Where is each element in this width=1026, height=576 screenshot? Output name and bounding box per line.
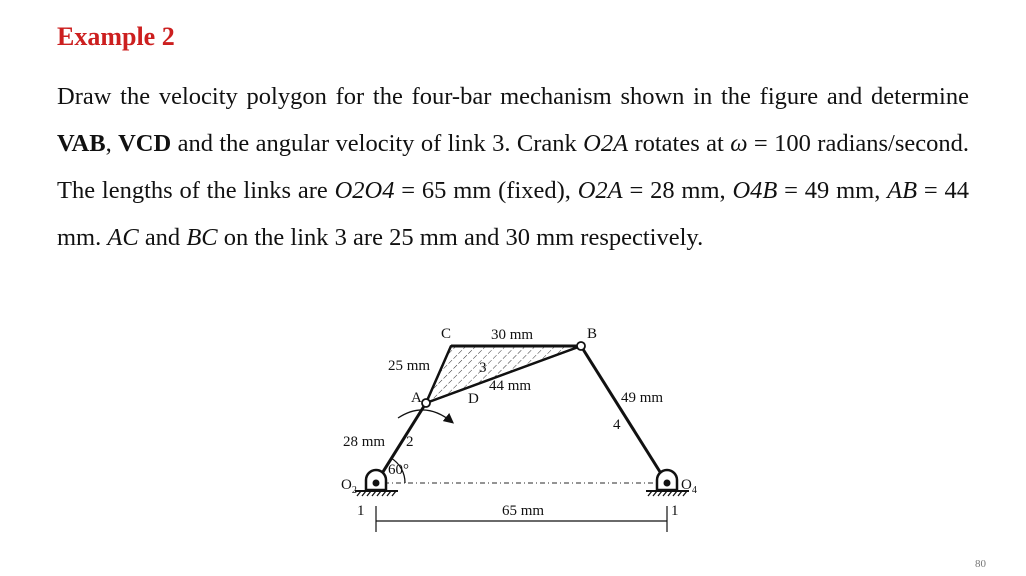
dim-label-o2a: 28 mm — [343, 434, 386, 450]
joint-b — [577, 342, 585, 350]
term-ab: AB — [887, 177, 918, 204]
text-segment: = 49 mm, — [777, 177, 888, 204]
rocker-link-4 — [581, 346, 667, 483]
term-o2a: O2A — [583, 130, 629, 157]
label-o4: $O_4$ — [681, 477, 697, 496]
term-vab: VAB — [57, 130, 106, 157]
link-label-4: 4 — [613, 417, 621, 433]
term-o2o4: O2O4 — [334, 177, 395, 204]
rotation-arrow — [398, 410, 452, 422]
ground-label-left: 1 — [357, 503, 365, 519]
text-segment: and — [138, 224, 187, 251]
text-segment: = 28 mm, — [622, 177, 733, 204]
term-o2a: O2A — [577, 177, 623, 204]
text-segment: = 100 radians/second. The lengths of the links are — [57, 130, 969, 204]
joint-a — [422, 399, 430, 407]
text-segment: = 44 mm. — [57, 177, 970, 251]
term-omega: ω — [730, 130, 748, 157]
label-b: B — [587, 326, 598, 342]
term-ac: AC — [107, 224, 139, 251]
ground-label-right: 1 — [671, 503, 679, 519]
dim-label-ac: 25 mm — [388, 358, 431, 374]
text-segment: Draw the velocity polygon for the four-bar mechanism shown in the figure and determine — [57, 83, 969, 110]
term-bc: BC — [186, 224, 218, 251]
label-d: D — [468, 391, 479, 407]
text-segment: = 65 mm (fixed), — [394, 177, 578, 204]
angle-label: 60° — [388, 462, 409, 478]
link-label-3: 3 — [479, 360, 487, 376]
link-label-2: 2 — [406, 434, 414, 450]
page-number: 80 — [975, 558, 986, 570]
dim-label-ab: 44 mm — [489, 378, 532, 394]
label-a: A — [411, 390, 422, 406]
text-segment: on the link 3 are 25 mm and 30 mm respectively. — [217, 224, 704, 251]
label-c: C — [441, 326, 452, 342]
dim-label-o4b: 49 mm — [621, 390, 664, 406]
slide-title: Example 2 — [57, 22, 175, 51]
term-o4b: O4B — [732, 177, 778, 204]
label-o2: $O_2$ — [341, 477, 357, 496]
text-segment: , — [105, 130, 119, 157]
dim-label-o2o4: 65 mm — [502, 503, 545, 519]
text-segment: and the angular velocity of link 3. Crank — [171, 130, 584, 157]
dim-label-bc: 30 mm — [491, 327, 534, 343]
term-vcd: VCD — [118, 130, 172, 157]
text-segment: rotates at — [628, 130, 731, 157]
